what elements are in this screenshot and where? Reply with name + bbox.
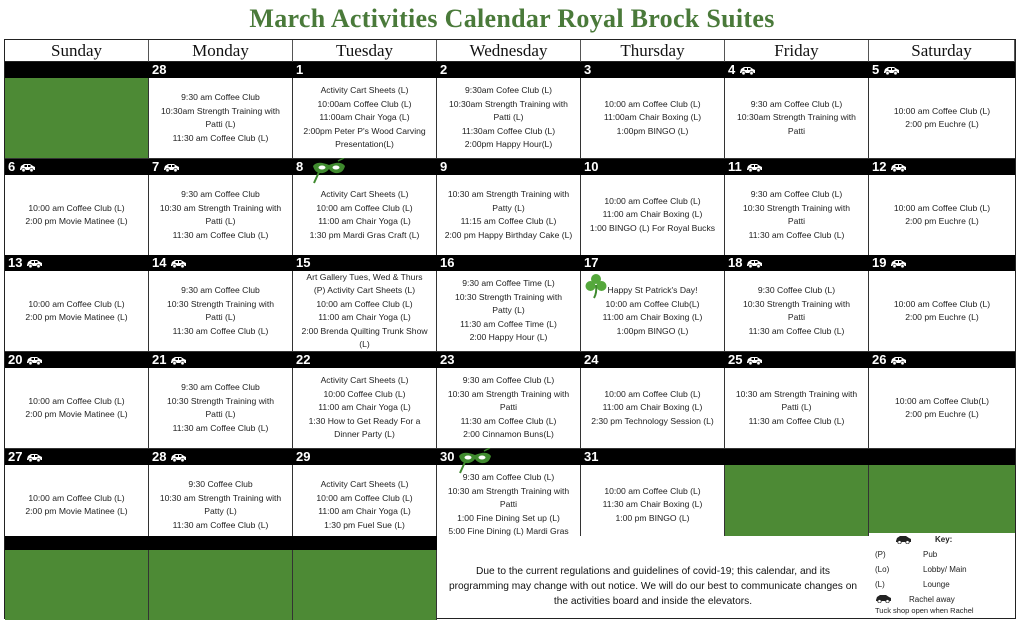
day-header-saturday: Saturday bbox=[869, 40, 1015, 62]
calendar-day-cell bbox=[5, 271, 149, 352]
calendar-day-cell bbox=[149, 465, 293, 546]
activity-line: 11:30 am Coffee Club (L) bbox=[172, 229, 269, 240]
date-number-label: 5 bbox=[872, 62, 880, 77]
activity-line: 9:30 am Coffee Club (L) bbox=[462, 472, 555, 483]
calendar-day-cell bbox=[437, 175, 581, 256]
activity-line: Patty (L) bbox=[492, 305, 525, 316]
date-number bbox=[869, 159, 907, 175]
activity-line: 11:00 am Chair Yoga (L) bbox=[318, 402, 411, 413]
date-number bbox=[5, 159, 36, 175]
activity-line: 1:00 pm BINGO (L) bbox=[615, 512, 690, 523]
car-icon bbox=[26, 259, 43, 268]
calendar-day-cell bbox=[293, 271, 437, 352]
date-number-label: 13 bbox=[8, 255, 23, 270]
car-icon bbox=[746, 163, 763, 172]
activity-line: 9:30 am Coffee Time (L) bbox=[462, 278, 555, 289]
activity-line: 9:30 am Coffee Club bbox=[181, 189, 260, 199]
car-icon bbox=[170, 259, 187, 268]
date-number bbox=[293, 255, 310, 271]
key-row bbox=[875, 564, 1015, 576]
calendar-day-cell bbox=[725, 175, 869, 256]
date-number bbox=[869, 62, 900, 78]
activity-line: 10:00 am Coffee Club(L) bbox=[895, 395, 989, 406]
car-icon bbox=[170, 453, 187, 462]
date-number-label: 12 bbox=[872, 159, 887, 174]
activity-line: 2:00 pm Movie Matinee (L) bbox=[25, 312, 128, 322]
car-icon bbox=[19, 163, 36, 172]
calendar-grid bbox=[4, 39, 1016, 619]
calendar-day-cell bbox=[581, 78, 725, 159]
calendar-day-cell bbox=[293, 78, 437, 159]
activity-line: 2:00 pm Euchre (L) bbox=[905, 409, 979, 419]
date-number-label: 18 bbox=[728, 255, 743, 270]
car-icon bbox=[26, 453, 43, 462]
calendar-day-cell bbox=[581, 465, 725, 546]
activity-line: 10:30 am Strength Training with bbox=[159, 202, 282, 213]
date-number bbox=[149, 62, 166, 78]
activity-line: 9:30 am Coffee Club bbox=[181, 92, 260, 102]
calendar-day-cell bbox=[869, 271, 1015, 352]
date-number-label: 8 bbox=[296, 159, 304, 174]
activity-line: Patti bbox=[787, 125, 806, 136]
activity-line: Patti bbox=[499, 402, 518, 413]
activity-line: Patti (L) bbox=[205, 216, 236, 226]
date-number-label: 21 bbox=[152, 352, 167, 367]
date-number bbox=[581, 255, 598, 271]
date-number bbox=[437, 62, 447, 78]
activity-line: 10:00 Coffee Club (L) bbox=[323, 388, 406, 399]
date-number-label: 16 bbox=[440, 255, 455, 270]
key-row bbox=[875, 579, 1015, 591]
activity-line: Activity Cart Sheets (L) bbox=[320, 375, 409, 386]
key-label: Rachel away bbox=[909, 595, 955, 604]
date-number bbox=[581, 62, 591, 78]
key-title: Key: bbox=[935, 535, 953, 544]
activity-line: 11:30 am Chair Boxing (L) bbox=[602, 499, 703, 510]
activity-line: 10:30 Strength Training with bbox=[742, 298, 850, 309]
date-number-label: 17 bbox=[584, 255, 599, 270]
activity-line: Happy St Patrick's Day! bbox=[607, 285, 698, 295]
activity-line: 2:00 pm Movie Matinee (L) bbox=[25, 216, 128, 226]
activity-line: 10:30 Strength Training with bbox=[166, 395, 274, 406]
activity-line: 11:00 am Chair Boxing (L) bbox=[602, 209, 703, 220]
date-number-label: 2 bbox=[440, 62, 448, 77]
calendar-day-cell bbox=[149, 271, 293, 352]
calendar-day-cell bbox=[437, 271, 581, 352]
activity-line: 2:00 pm Movie Matinee (L) bbox=[25, 506, 128, 516]
activity-line: Patty (L) bbox=[492, 202, 525, 213]
date-number bbox=[437, 449, 454, 465]
activity-line: 2:00 pm Euchre (L) bbox=[905, 119, 979, 129]
car-icon bbox=[746, 259, 763, 268]
activity-line: 11:30 am Coffee Club (L) bbox=[748, 229, 845, 240]
activity-line: 11:30am Coffee Club (L) bbox=[461, 125, 556, 136]
activity-line: 11:30 am Coffee Club (L) bbox=[172, 132, 269, 143]
calendar-day-cell bbox=[293, 368, 437, 449]
activity-line: 10:30 am Strength Training with bbox=[447, 485, 570, 496]
activity-line: 11:30 am Coffee Time (L) bbox=[460, 318, 557, 329]
activity-line: (P) Activity Cart Sheets (L) bbox=[313, 285, 416, 295]
activity-line: 1:00 BINGO (L) For Royal Bucks bbox=[589, 222, 716, 233]
date-number-label: 14 bbox=[152, 255, 167, 270]
activity-line: 10:00 am Coffee Club (L) bbox=[316, 298, 413, 309]
car-icon bbox=[875, 594, 892, 603]
date-number-label: 22 bbox=[296, 352, 311, 367]
date-number-label: 9 bbox=[440, 159, 448, 174]
date-number bbox=[581, 159, 598, 175]
empty-green-cell bbox=[149, 550, 293, 620]
activity-line: 11:00 am Chair Yoga (L) bbox=[318, 506, 411, 516]
day-header-thursday: Thursday bbox=[581, 40, 725, 62]
activity-line: 1:00 Fine Dining Set up (L) bbox=[457, 512, 560, 523]
activity-line: 9:30 Coffee Club bbox=[188, 479, 253, 489]
day-header-friday: Friday bbox=[725, 40, 869, 62]
activity-line: 1:00pm BINGO (L) bbox=[616, 325, 689, 336]
activity-line: 1:30 pm Mardi Gras Craft (L) bbox=[309, 229, 420, 240]
day-header-wednesday: Wednesday bbox=[437, 40, 581, 62]
key-label: Lounge bbox=[923, 580, 950, 589]
activity-line: Art Gallery Tues, Wed & Thurs bbox=[306, 271, 423, 282]
car-icon bbox=[746, 356, 763, 365]
date-number bbox=[437, 352, 454, 368]
date-number bbox=[149, 449, 187, 465]
key-row bbox=[875, 549, 1015, 561]
car-icon bbox=[895, 535, 912, 548]
activity-line: Patti (L) bbox=[205, 312, 236, 322]
calendar-day-cell bbox=[149, 78, 293, 159]
calendar-day-cell bbox=[725, 78, 869, 159]
car-icon bbox=[890, 259, 907, 268]
calendar-day-cell bbox=[725, 368, 869, 449]
date-number-label: 19 bbox=[872, 255, 887, 270]
calendar-day-cell bbox=[5, 368, 149, 449]
date-number-label: 7 bbox=[152, 159, 160, 174]
activity-line: Patti (L) bbox=[493, 112, 524, 123]
activity-line: 11:15 am Coffee Club (L) bbox=[460, 216, 557, 226]
activity-line: 10:30 Strength Training with bbox=[454, 291, 562, 302]
activity-line: 10:30 am Strength Training with bbox=[735, 388, 858, 399]
car-icon bbox=[890, 356, 907, 365]
activity-line: 10:00 am Coffee Club (L) bbox=[893, 202, 991, 213]
calendar-day-cell bbox=[5, 78, 149, 159]
activity-line: 10:30 Strength Training with bbox=[166, 298, 274, 309]
date-number bbox=[5, 352, 43, 368]
activity-line: 11:30 am Coffee Club (L) bbox=[172, 519, 269, 530]
activity-line: 9:30 am Coffee Club (L) bbox=[750, 189, 843, 199]
calendar-day-cell bbox=[5, 175, 149, 256]
key-label: Pub bbox=[923, 550, 938, 559]
activity-line: Patty (L) bbox=[204, 506, 237, 516]
empty-green-cell bbox=[293, 550, 437, 620]
activity-line: Presentation(L) bbox=[335, 139, 394, 150]
activity-line: 10:00 am Coffee Club (L) bbox=[316, 492, 413, 503]
activity-line: 11:30 am Coffee Club (L) bbox=[748, 325, 845, 336]
date-number-label: 11 bbox=[728, 159, 742, 174]
key-code: (Lo) bbox=[875, 565, 890, 574]
date-number-label: 1 bbox=[296, 62, 304, 77]
activity-line: 11:00 am Chair Boxing (L) bbox=[602, 402, 703, 413]
date-number bbox=[725, 62, 756, 78]
date-number-label: 6 bbox=[8, 159, 16, 174]
calendar-day-cell bbox=[437, 78, 581, 159]
activity-line: Patti bbox=[499, 499, 518, 510]
date-number bbox=[869, 352, 907, 368]
key-code: (L) bbox=[875, 580, 885, 589]
activity-line: 10:00 am Coffee Club (L) bbox=[604, 195, 701, 206]
activity-line: 11:30 am Coffee Club (L) bbox=[460, 415, 557, 426]
activity-line: 11:30 am Coffee Club (L) bbox=[172, 422, 269, 433]
car-icon bbox=[890, 163, 907, 172]
day-header-sunday: Sunday bbox=[5, 40, 149, 62]
mardi-gras-mask-icon bbox=[311, 158, 347, 189]
date-number bbox=[725, 352, 763, 368]
activity-line: 10:30 Strength Training with bbox=[742, 202, 850, 213]
date-number-label: 29 bbox=[296, 449, 311, 464]
activity-line: 10:00 am Coffee Club (L) bbox=[316, 202, 413, 213]
activity-line: 2:00pm Peter P's Wood Carving bbox=[303, 125, 426, 136]
activity-line: 10:30 am Strength Training with bbox=[159, 492, 282, 503]
calendar-day-cell bbox=[149, 175, 293, 256]
activity-line: 9:30am Cofee Club (L) bbox=[465, 85, 552, 96]
activity-line: Patti bbox=[787, 216, 806, 226]
bottom-bar bbox=[5, 536, 437, 550]
shamrock-icon bbox=[585, 273, 607, 304]
activity-line: Activity Cart Sheets (L) bbox=[320, 85, 409, 96]
day-header-tuesday: Tuesday bbox=[293, 40, 437, 62]
date-number bbox=[293, 62, 303, 78]
activity-line: 9:30 am Coffee Club bbox=[181, 382, 260, 392]
date-number bbox=[581, 352, 598, 368]
activity-line: (L) bbox=[359, 339, 370, 349]
activity-line: Activity Cart Sheets (L) bbox=[320, 479, 409, 489]
date-number bbox=[293, 159, 303, 175]
activity-line: 9:30 am Coffee Club bbox=[181, 285, 260, 295]
calendar-day-cell bbox=[293, 465, 437, 546]
calendar-day-cell bbox=[5, 465, 149, 546]
activity-line: 11:30 am Coffee Club (L) bbox=[748, 415, 845, 426]
activity-line: 10:00 am Coffee Club (L) bbox=[604, 388, 701, 399]
date-number-label: 31 bbox=[584, 449, 599, 464]
date-number-label: 30 bbox=[440, 449, 455, 464]
key-header bbox=[869, 533, 1015, 545]
calendar-day-cell bbox=[581, 175, 725, 256]
activity-line: 10:00 am Coffee Club (L) bbox=[28, 298, 125, 309]
date-number-label: 25 bbox=[728, 352, 743, 367]
activity-line: 10:30 am Strength Training with bbox=[447, 388, 570, 399]
activity-line: 10:30am Strength Training with bbox=[449, 98, 568, 109]
date-number-label: 26 bbox=[872, 352, 887, 367]
page-title: March Activities Calendar Royal Brock Suites bbox=[249, 4, 775, 33]
date-number bbox=[149, 159, 180, 175]
activity-line: 2:00pm Happy Hour(L) bbox=[464, 139, 553, 150]
activity-line: 2:00 pm Euchre (L) bbox=[905, 216, 979, 226]
date-number-label: 28 bbox=[152, 449, 167, 464]
activity-line: 11:00 am Chair Yoga (L) bbox=[318, 216, 411, 226]
activity-line: 10:00 am Coffee Club (L) bbox=[28, 492, 125, 503]
activity-line: 10:00 am Coffee Club (L) bbox=[893, 105, 991, 116]
activity-line: 9:30 Coffee Club (L) bbox=[757, 285, 836, 295]
activity-line: 2:00 pm Euchre (L) bbox=[905, 312, 979, 322]
calendar-day-cell bbox=[869, 175, 1015, 256]
date-number bbox=[293, 352, 310, 368]
activity-line: 10:00 am Coffee Club (L) bbox=[604, 98, 701, 109]
date-number bbox=[293, 449, 310, 465]
activity-line: 9:30 am Coffee Club (L) bbox=[462, 375, 555, 386]
date-number-label: 15 bbox=[296, 255, 311, 270]
date-number-label: 23 bbox=[440, 352, 455, 367]
activity-line: 10:00 am Coffee Club (L) bbox=[604, 485, 701, 496]
car-icon bbox=[26, 356, 43, 365]
calendar-day-cell bbox=[149, 368, 293, 449]
activity-line: 10:00 am Coffee Club (L) bbox=[28, 202, 125, 213]
key-label: Lobby/ Main bbox=[923, 565, 967, 574]
calendar-day-cell bbox=[725, 465, 869, 546]
empty-green-cell bbox=[5, 550, 149, 620]
activity-line: 2:00 Cinnamon Buns(L) bbox=[463, 429, 554, 440]
activity-line: 11:00 am Chair Yoga (L) bbox=[318, 312, 411, 322]
date-number-label: 28 bbox=[152, 62, 167, 77]
activity-line: 11:30 am Coffee Club (L) bbox=[172, 325, 269, 336]
car-icon bbox=[163, 163, 180, 172]
car-icon bbox=[170, 356, 187, 365]
activity-line: 10:00am Coffee Club (L) bbox=[317, 98, 412, 109]
activity-line: 2:00 pm Movie Matinee (L) bbox=[25, 409, 128, 419]
activity-line: 5:00 Fine Dining (L) Mardi Gras bbox=[448, 526, 569, 537]
date-number bbox=[5, 449, 43, 465]
activity-line: 2:30 pm Technology Session (L) bbox=[591, 415, 714, 426]
date-number-label: 4 bbox=[728, 62, 736, 77]
activity-line: 2:00 Happy Hour (L) bbox=[469, 332, 548, 343]
date-number-label: 10 bbox=[584, 159, 599, 174]
activity-line: Dinner Party (L) bbox=[334, 429, 395, 440]
date-number bbox=[149, 255, 187, 271]
activity-line: 1:30 pm Fuel Sue (L) bbox=[324, 519, 405, 530]
activity-line: 10:30 am Strength Training with bbox=[447, 189, 570, 199]
activity-line: 2:00 Brenda Quilting Trunk Show bbox=[301, 325, 428, 336]
date-number-label: 3 bbox=[584, 62, 592, 77]
activity-line: 10:00 am Coffee Club (L) bbox=[28, 395, 125, 406]
activity-line: 10:30am Strength Training with bbox=[737, 112, 856, 123]
calendar-day-cell bbox=[869, 368, 1015, 449]
activity-line: Patti bbox=[787, 312, 806, 322]
date-number-label: 20 bbox=[8, 352, 23, 367]
activity-line: Activity Cart Sheets (L) bbox=[320, 189, 409, 199]
activity-line: 1:30 How to Get Ready For a bbox=[308, 415, 421, 426]
date-number bbox=[5, 255, 43, 271]
activity-line: 1:00pm BINGO (L) bbox=[616, 125, 689, 136]
activity-line: 11:00am Chair Yoga (L) bbox=[319, 112, 410, 123]
date-number bbox=[149, 352, 187, 368]
calendar-day-cell bbox=[869, 78, 1015, 159]
day-header-monday: Monday bbox=[149, 40, 293, 62]
activity-line: Patti (L) bbox=[205, 409, 236, 419]
key-code: (P) bbox=[875, 550, 886, 559]
key-note: Tuck shop open when Rachel bbox=[875, 606, 974, 615]
date-number bbox=[581, 449, 598, 465]
date-number bbox=[725, 159, 763, 175]
date-number-label: 24 bbox=[584, 352, 599, 367]
date-number bbox=[437, 159, 447, 175]
activity-line: 11:00am Chair Boxing (L) bbox=[603, 112, 702, 123]
activity-line: 10:00 am Coffee Club (L) bbox=[893, 298, 991, 309]
activity-line: 9:30 am Coffee Club (L) bbox=[750, 98, 843, 109]
legend-key bbox=[869, 533, 1015, 616]
activity-line: Patti (L) bbox=[205, 119, 236, 129]
activity-line: 10:30am Strength Training with bbox=[161, 105, 280, 116]
activity-line: Patti (L) bbox=[781, 402, 812, 413]
date-number bbox=[437, 255, 454, 271]
date-number bbox=[725, 255, 763, 271]
car-icon bbox=[883, 66, 900, 75]
date-number-label: 27 bbox=[8, 449, 23, 464]
date-number bbox=[869, 255, 907, 271]
mardi-gras-mask-icon bbox=[457, 448, 493, 479]
activity-line: 10:00 am Coffee Club(L) bbox=[605, 298, 700, 309]
calendar-day-cell bbox=[437, 368, 581, 449]
car-icon bbox=[739, 66, 756, 75]
covid-notice: Due to the current regulations and guidelines of covid-19; this calendar, and its programming may change with out notice. We will do our best to communicate changes on the activities board and inside the elevators. bbox=[437, 536, 869, 617]
calendar-day-cell bbox=[581, 368, 725, 449]
activity-line: 11:00 am Chair Boxing (L) bbox=[602, 312, 703, 322]
activity-line: 2:00 pm Happy Birthday Cake (L) bbox=[444, 229, 573, 240]
calendar-day-cell bbox=[725, 271, 869, 352]
